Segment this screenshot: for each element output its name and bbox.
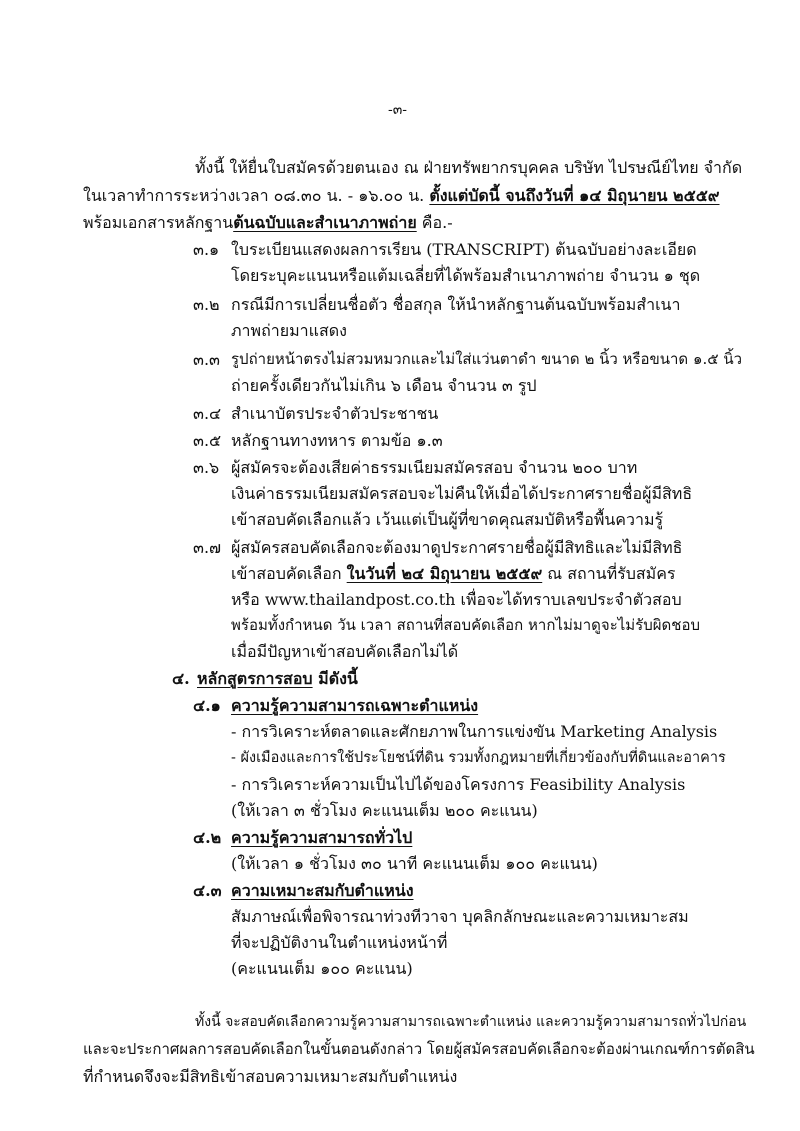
original-and-copy-note: ต้นฉบับและสำเนาภาพถ่าย: [233, 213, 417, 232]
doc-3-2-line-2: ภาพถ่ายมาแสดง: [231, 321, 347, 340]
curriculum-num: ๔.: [172, 669, 190, 688]
doc-3-4-line-1: สำเนาบัตรประจำตัวประชาชน: [231, 404, 439, 423]
doc-3-6-line-3: เข้าสอบคัดเลือกแล้ว เว้นแต่เป็นผู้ที่ขาดคุณสมบัติหรือพื้นความรู้: [231, 510, 664, 529]
section-4-3-line-3: (คะแนนเต็ม ๑๐๐ คะแนน): [231, 959, 413, 978]
announcement-date: ในวันที่ ๒๔ มิถุนายน ๒๕๕๙: [346, 564, 543, 583]
doc-3-6-line-1: ผู้สมัครจะต้องเสียค่าธรรมเนียมสมัครสอบ จำนวน ๒๐๐ บาท: [231, 458, 638, 477]
doc-num-3-4: ๓.๔: [193, 404, 222, 423]
section-num-4-1: ๔.๑: [193, 696, 221, 715]
closing-line-2: และจะประกาศผลการสอบคัดเลือกในขั้นตอนดังกล่าว โดยผู้สมัครสอบคัดเลือกจะต้องผ่านเกณฑ์การตัดสิน: [83, 1040, 755, 1058]
section-4-3-line-2: ที่จะปฏิบัติงานในตำแหน่งหน้าที่: [231, 933, 448, 952]
doc-3-7-line-2-text: เข้าสอบคัดเลือก: [231, 564, 347, 583]
doc-3-3-line-2: ถ่ายครั้งเดียวกันไม่เกิน ๖ เดือน จำนวน ๓ รูป: [231, 376, 537, 395]
doc-num-3-1: ๓.๑: [193, 240, 220, 259]
intro-line-2: [83, 188, 720, 204]
doc-num-3-7: ๓.๗: [193, 538, 222, 557]
doc-3-1-line-2: โดยระบุคะแนนหรือแต้มเฉลี่ยที่ได้พร้อมสำเนาภาพถ่าย จำนวน ๑ ชุด: [231, 266, 701, 285]
doc-num-3-2: ๓.๒: [193, 295, 220, 314]
doc-3-6-line-2: เงินค่าธรรมเนียมสมัครสอบจะไม่คืนให้เมื่อได้ประกาศรายชื่อผู้มีสิทธิ: [231, 484, 693, 503]
doc-3-3-line-1: รูปถ่ายหน้าตรงไม่สวมหมวกและไม่ใส่แว่นตาดำ ขนาด ๒ นิ้ว หรือขนาด ๑.๕ นิ้ว: [231, 350, 743, 368]
doc-3-7-line-3: หรือ www.thailandpost.co.th เพื่อจะได้ทราบเลขประจำตัวสอบ: [231, 590, 682, 609]
doc-num-3-6: ๓.๖: [193, 458, 220, 477]
section-4-3-title: ความเหมาะสมกับตำแหน่ง: [231, 881, 414, 900]
doc-3-1-line-1: ใบระเบียนแสดงผลการเรียน (TRANSCRIPT) ต้นฉบับอย่างละเอียด: [231, 240, 697, 259]
curriculum-title: [197, 671, 358, 687]
section-4-2-line-1: (ให้เวลา ๑ ชั่วโมง ๓๐ นาที คะแนนเต็ม ๑๐๐ คะแนน): [231, 854, 598, 873]
doc-3-7-line-5: เมื่อมีปัญหาเข้าสอบคัดเลือกไม่ได้: [231, 642, 459, 661]
section-4-1-title: ความรู้ความสามารถเฉพาะตำแหน่ง: [231, 696, 479, 715]
doc-3-5-line-1: หลักฐานทางทหาร ตามข้อ ๑.๓: [231, 431, 443, 450]
doc-3-7-line-2: [231, 566, 676, 582]
section-num-4-3: ๔.๓: [193, 881, 222, 900]
intro-line-2-text: ในเวลาทำการระหว่างเวลา ๐๘.๓๐ น. - ๑๖.๐๐ น.: [83, 186, 430, 205]
doc-num-3-3: ๓.๓: [193, 350, 220, 369]
section-4-3-line-1: สัมภาษณ์เพื่อพิจารณาท่วงทีวาจา บุคลิกลักษณะและความเหมาะสม: [231, 907, 689, 926]
section-4-1-line-3: - การวิเคราะห์ความเป็นไปได้ของโครงการ Feasibility Analysis: [231, 775, 686, 794]
section-4-2-title: ความรู้ความสามารถทั่วไป: [231, 828, 413, 847]
page-number: -๓-: [388, 102, 408, 118]
section-4-1-line-1: - การวิเคราะห์ตลาดและศักยภาพในการแข่งขัน Marketing Analysis: [231, 722, 718, 741]
intro-line-1: ทั้งนี้ ให้ยื่นใบสมัครด้วยตนเอง ณ ฝ่ายทรัพยากรบุคคล บริษัท ไปรษณีย์ไทย จำกัด: [195, 158, 743, 177]
section-4-1-line-4: (ให้เวลา ๓ ชั่วโมง คะแนนเต็ม ๒๐๐ คะแนน): [231, 801, 538, 820]
intro-line-3: [83, 215, 453, 231]
section-num-4-2: ๔.๒: [193, 828, 222, 847]
doc-3-2-line-1: กรณีมีการเปลี่ยนชื่อตัว ชื่อสกุล ให้นำหลักฐานต้นฉบับพร้อมสำเนา: [231, 295, 681, 314]
closing-line-1: ทั้งนี้ จะสอบคัดเลือกความรู้ความสามารถเฉพาะตำแหน่ง และความรู้ความสามารถทั่วไปก่อน: [195, 1014, 747, 1030]
doc-num-3-5: ๓.๕: [193, 431, 222, 450]
curriculum-title-text: หลักสูตรการสอบ: [197, 669, 313, 688]
section-4-1-line-2: - ผังเมืองและการใช้ประโยชน์ที่ดิน รวมทั้งกฎหมายที่เกี่ยวข้องกับที่ดินและอาคาร: [231, 750, 726, 766]
doc-3-7-line-2-suffix: ณ สถานที่รับสมัคร: [542, 564, 676, 583]
doc-3-7-line-4: พร้อมทั้งกำหนด วัน เวลา สถานที่สอบคัดเลือก หากไม่มาดูจะไม่รับผิดชอบ: [231, 616, 700, 634]
closing-line-3: ที่กำหนดจึงจะมีสิทธิเข้าสอบความเหมาะสมกับตำแหน่ง: [83, 1067, 458, 1086]
intro-line-3-text: พร้อมเอกสารหลักฐาน: [83, 213, 234, 232]
application-deadline: ตั้งแต่บัดนี้ จนถึงวันที่ ๑๔ มิถุนายน ๒๕๕๙: [429, 186, 720, 205]
doc-3-7-line-1: ผู้สมัครสอบคัดเลือกจะต้องมาดูประกาศรายชื่อผู้มีสิทธิและไม่มีสิทธิ: [231, 538, 683, 557]
intro-line-3-suffix: คือ.-: [416, 213, 453, 232]
curriculum-title-suffix: มีดังนี้: [312, 669, 358, 688]
